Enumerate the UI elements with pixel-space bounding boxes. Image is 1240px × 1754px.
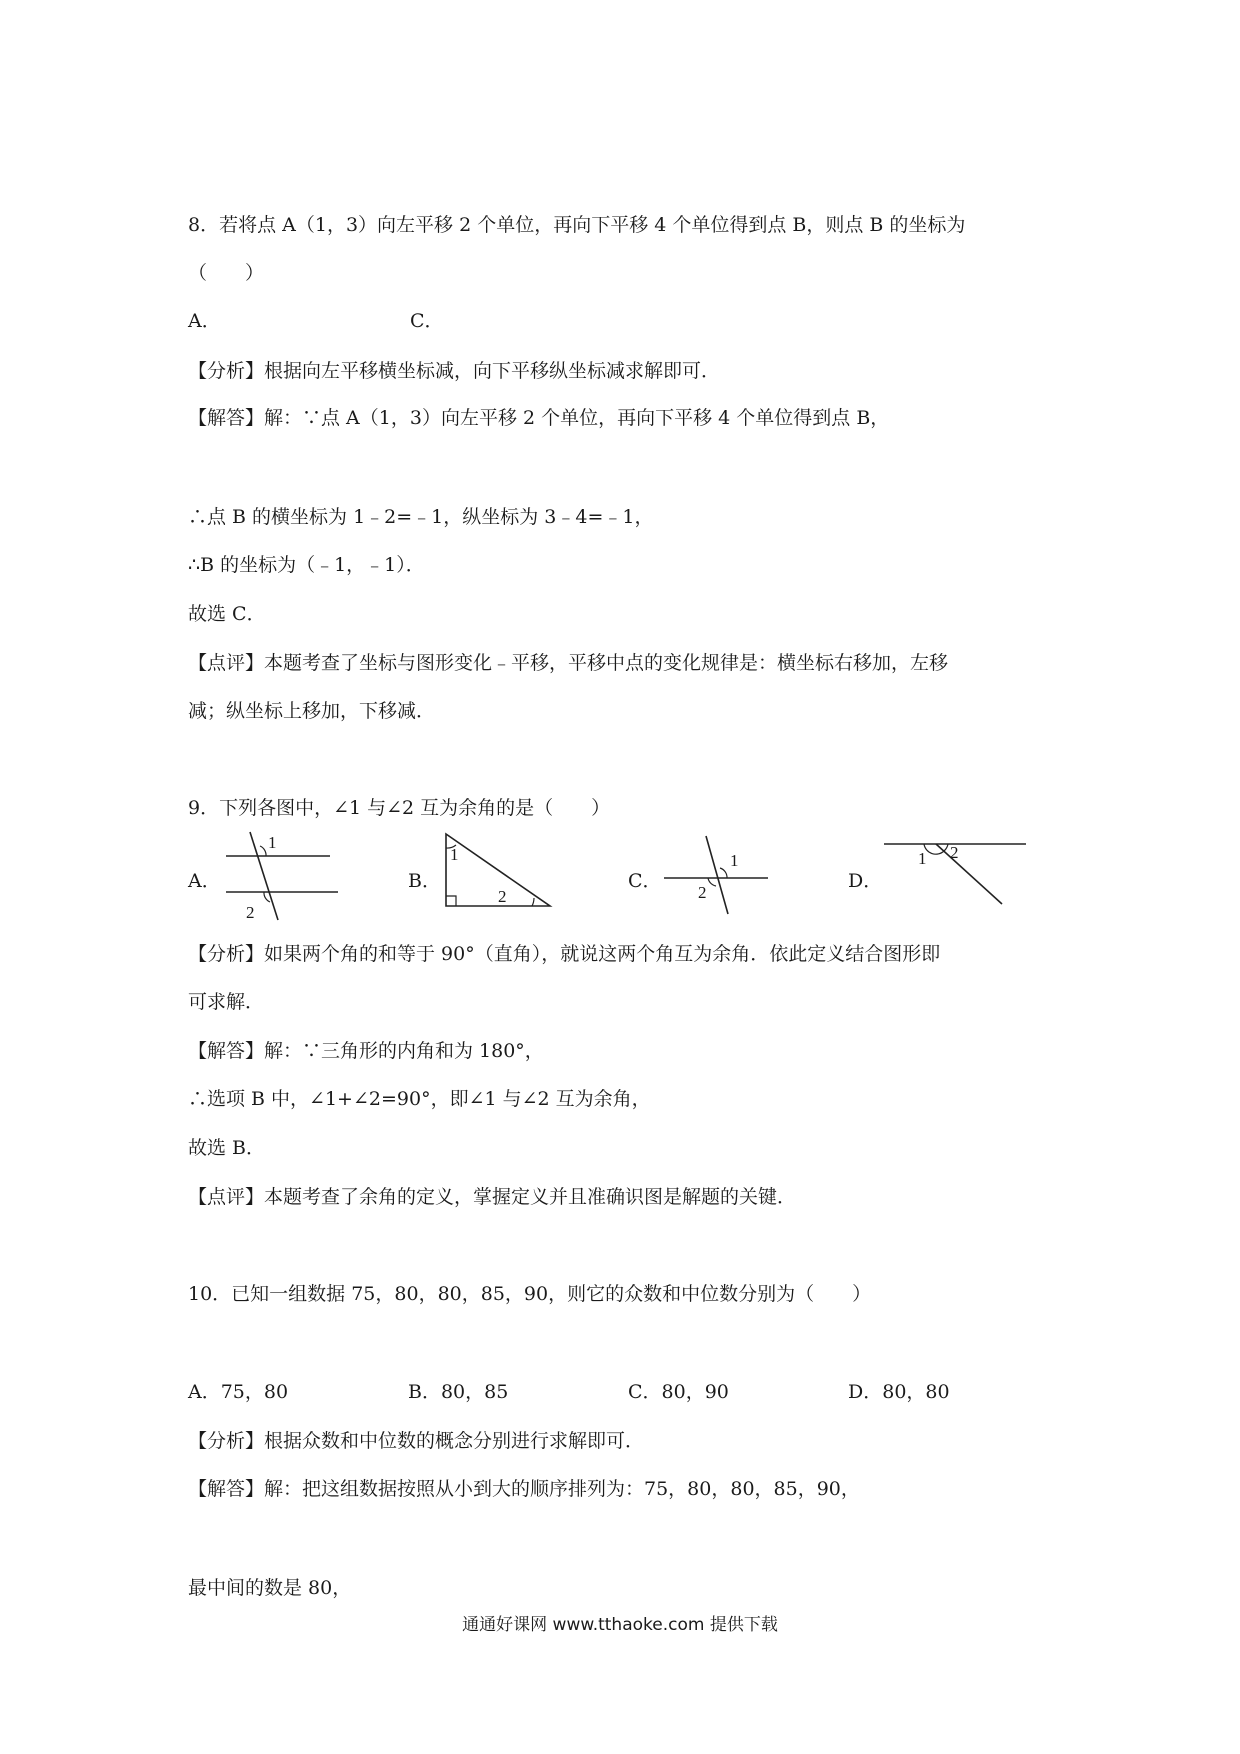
q10-analysis: 【分析】根据众数和中位数的概念分别进行求解即可． (188, 1430, 645, 1452)
q9-option-a: A． (188, 870, 221, 892)
q9-figure-c (660, 832, 772, 916)
q10-step1: 最中间的数是 80， (188, 1577, 352, 1599)
q8-solution: 【解答】解：∵点 A（1，3）向左平移 2 个单位，再向下平移 4 个单位得到点 B， (188, 407, 890, 429)
q10-stem: 10．已知一组数据 75，80，80，85，90，则它的众数和中位数分别为（ ） (188, 1283, 872, 1305)
figure-d-label-1: 1 (918, 849, 927, 868)
q9-solution: 【解答】解：∵三角形的内角和为 180°， (188, 1040, 544, 1062)
q10-option-b: B．80，85 (408, 1381, 509, 1403)
q9-figure-d (880, 834, 1030, 908)
figure-d-label-2: 2 (950, 843, 959, 862)
q8-stem-line2: （ ） (188, 262, 265, 284)
figure-a-label-2: 2 (246, 903, 255, 922)
q8-choice: 故选 C． (188, 603, 266, 625)
q9-figure-b (436, 830, 556, 910)
q9-option-c: C． (628, 870, 662, 892)
q10-option-d: D．80，80 (848, 1381, 950, 1403)
q8-comment-line1: 【点评】本题考查了坐标与图形变化﹣平移，平移中点的变化规律是：横坐标右移加，左移 (188, 652, 949, 674)
figure-c-label-2: 2 (698, 883, 707, 902)
figure-b-label-2: 2 (498, 887, 507, 906)
q9-stem: 9．下列各图中，∠1 与∠2 互为余角的是（ ） (188, 797, 611, 819)
q9-step1: ∴选项 B 中，∠1+∠2=90°，即∠1 与∠2 互为余角， (188, 1088, 651, 1110)
q9-comment: 【点评】本题考查了余角的定义，掌握定义并且准确识图是解题的关键． (188, 1186, 797, 1208)
q9-option-d: D． (848, 870, 883, 892)
figure-b-label-1: 1 (450, 845, 459, 864)
q8-stem-line1: 8．若将点 A（1，3）向左平移 2 个单位，再向下平移 4 个单位得到点 B，则点 B 的坐标为 (188, 214, 966, 236)
q10-option-a: A．75，80 (188, 1381, 289, 1403)
q9-analysis-line2: 可求解． (188, 991, 265, 1013)
q8-option-a: A． (188, 310, 221, 332)
page-footer: 通通好课网 www.tthaoke.com 提供下载 (462, 1615, 778, 1635)
q8-option-c: C． (410, 310, 444, 332)
q8-comment-line2: 减；纵坐标上移加，下移减． (188, 700, 436, 722)
q9-choice: 故选 B． (188, 1137, 266, 1159)
q9-figure-a (222, 828, 342, 924)
figure-c-label-1: 1 (730, 851, 739, 870)
figure-a-label-1: 1 (268, 833, 277, 852)
q10-option-c: C．80，90 (628, 1381, 729, 1403)
q8-step2: ∴B 的坐标为（﹣1，﹣1）． (188, 554, 425, 576)
q8-analysis: 【分析】根据向左平移横坐标减，向下平移纵坐标减求解即可． (188, 360, 721, 382)
q9-analysis-line1: 【分析】如果两个角的和等于 90°（直角），就说这两个角互为余角．依此定义结合图形即 (188, 943, 941, 965)
q10-solution: 【解答】解：把这组数据按照从小到大的顺序排列为：75，80，80，85，90， (188, 1478, 860, 1500)
q8-step1: ∴点 B 的横坐标为 1﹣2=﹣1，纵坐标为 3﹣4=﹣1， (188, 506, 654, 528)
q9-option-b: B． (408, 870, 441, 892)
